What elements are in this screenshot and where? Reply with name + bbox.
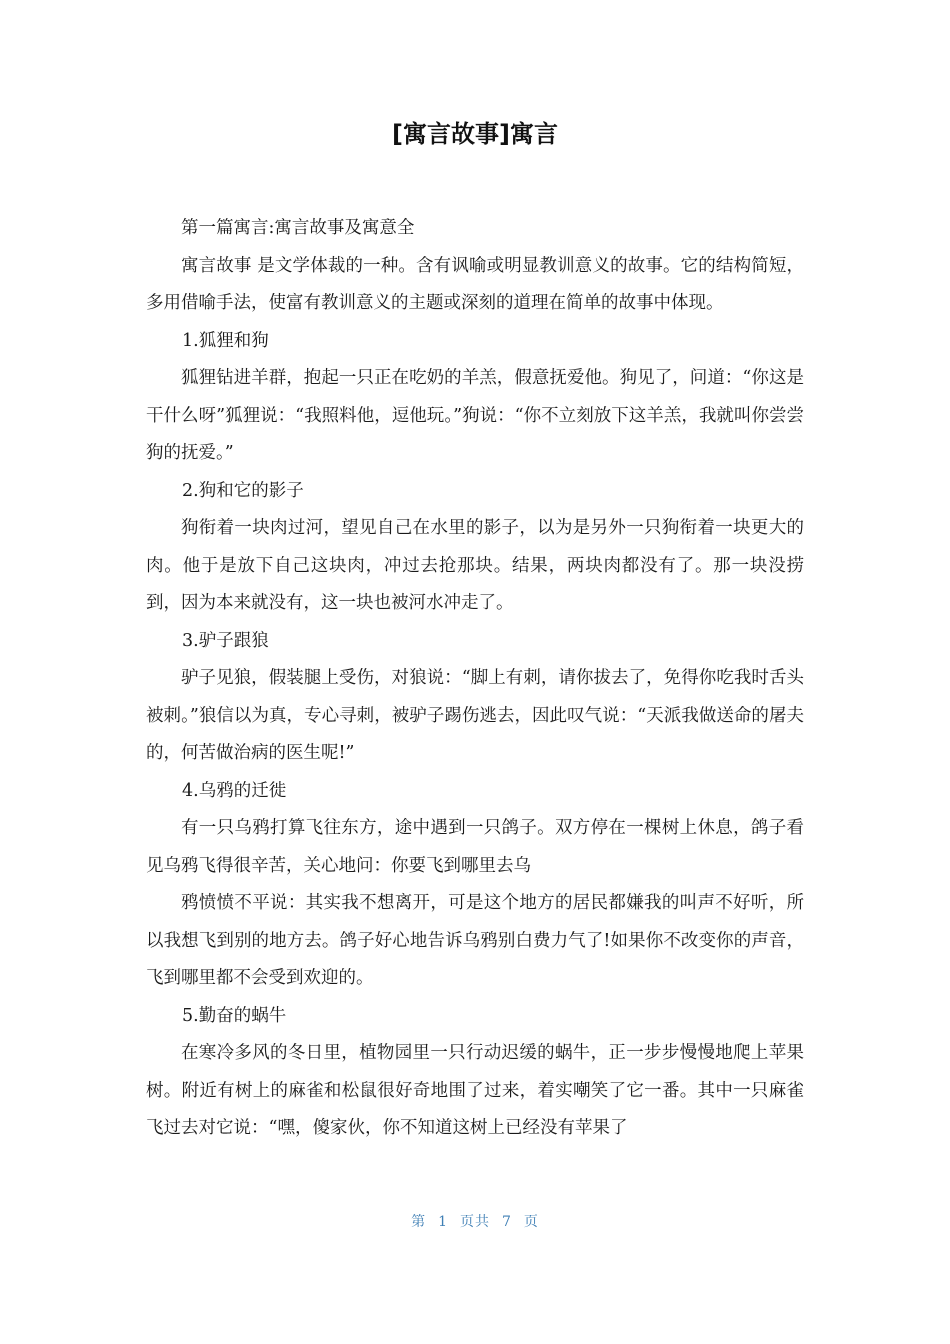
paragraph-intro-heading: 第一篇寓言:寓言故事及寓意全 — [181, 218, 415, 238]
story-heading-5: 5.勤奋的蜗牛 — [182, 1005, 287, 1026]
story-text-2: 狗衔着一块肉过河，望见自己在水里的影子，以为是另外一只狗衔着一块更大的肉。他于是放下自己这块肉，冲过去抢那块。结果，两块肉都没有了。那一块没捞到，因为本来就没有，这一块也被河水冲走了。 — [146, 518, 804, 613]
page-footer — [0, 1208, 950, 1236]
document-body — [146, 210, 804, 1148]
footer-total-pages: 7 — [502, 1214, 512, 1230]
story-heading-2: 2.狗和它的影子 — [182, 480, 304, 501]
footer-current-page: 1 — [438, 1214, 448, 1230]
footer-label-mid: 页共 — [460, 1214, 490, 1230]
paragraph-definition: 寓言故事 是文学体裁的一种。含有讽喻或明显教训意义的故事。它的结构简短，多用借喻手法，使富有教训意义的主题或深刻的道理在简单的故事中体现。 — [146, 255, 804, 313]
page-title: [寓言故事]寓言 — [392, 120, 558, 148]
story-text-3: 驴子见狼，假装腿上受伤，对狼说：“脚上有刺，请你拔去了，免得你吃我时舌头被刺。”狼信以为真，专心寻刺，被驴子踢伤逃去，因此叹气说：“天派我做送命的屠夫的，何苦做治病的医生呢!” — [146, 668, 804, 763]
story-text-1: 狐狸钻进羊群，抱起一只正在吃奶的羊羔，假意抚爱他。狗见了，问道：“你这是干什么呀”狐狸说：“我照料他，逗他玩。”狗说：“你不立刻放下这羊羔，我就叫你尝尝狗的抚爱。” — [146, 368, 804, 463]
story-text-4a: 有一只乌鸦打算飞往东方，途中遇到一只鸽子。双方停在一棵树上休息，鸽子看见乌鸦飞得很辛苦，关心地问：你要飞到哪里去乌 — [146, 818, 804, 876]
story-heading-3: 3.驴子跟狼 — [182, 630, 269, 651]
footer-label-post: 页 — [523, 1214, 539, 1230]
story-heading-4: 4.乌鸦的迁徙 — [182, 780, 287, 801]
story-text-4b: 鸦愤愤不平说：其实我不想离开，可是这个地方的居民都嫌我的叫声不好听，所以我想飞到别的地方去。鸽子好心地告诉乌鸦别白费力气了!如果你不改变你的声音，飞到哪里都不会受到欢迎的。 — [146, 893, 804, 988]
story-heading-1: 1.狐狸和狗 — [182, 330, 269, 351]
footer-label-pre: 第 — [411, 1214, 427, 1230]
story-text-5: 在寒冷多风的冬日里，植物园里一只行动迟缓的蜗牛，正一步步慢慢地爬上苹果树。附近有树上的麻雀和松鼠很好奇地围了过来，着实嘲笑了它一番。其中一只麻雀飞过去对它说：“嘿，傻家伙，你不知道这树上已经没有苹果了 — [146, 1043, 804, 1138]
